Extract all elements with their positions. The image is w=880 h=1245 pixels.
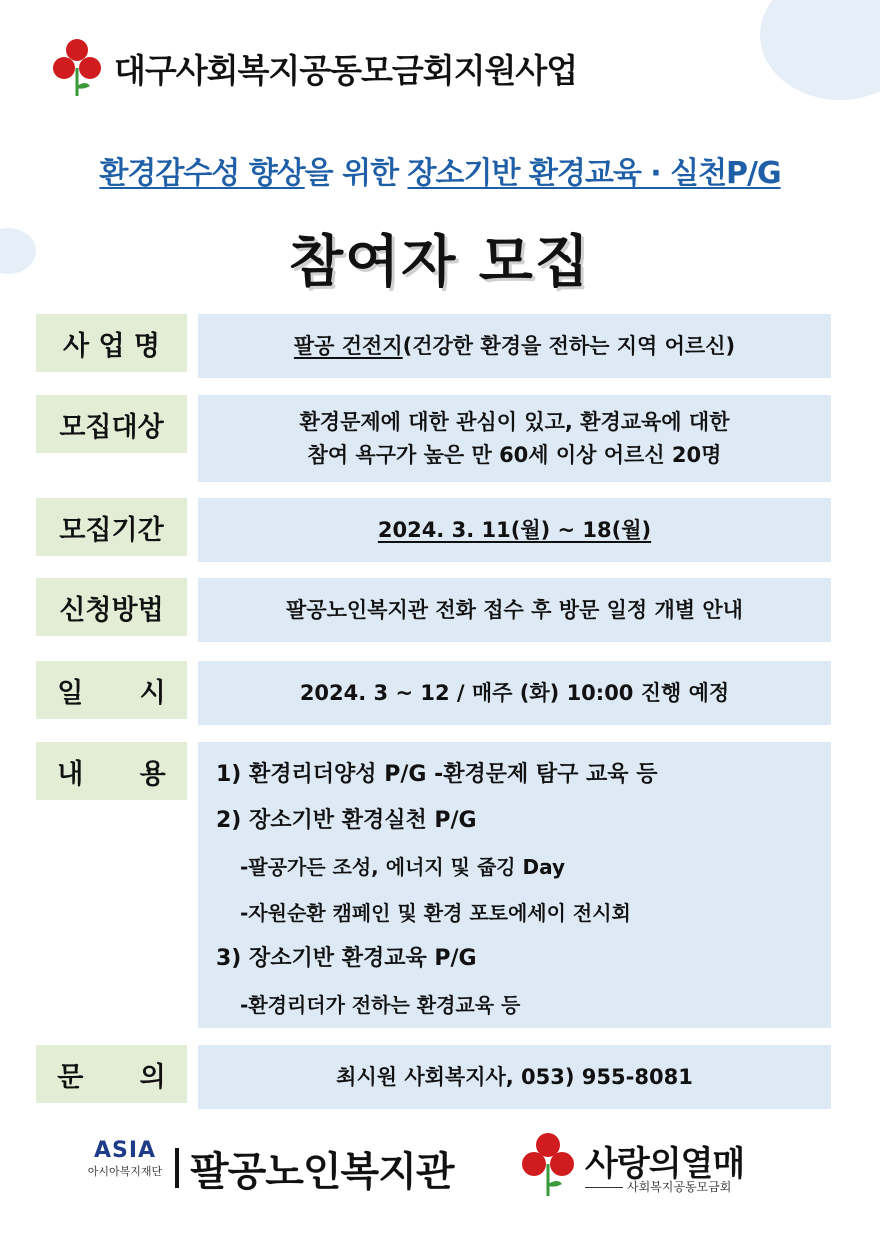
- label-period: 모집기간: [36, 498, 187, 556]
- cloud-decoration-top-right: [760, 0, 880, 100]
- content-item: 2) 장소기반 환경실천 P/G: [216, 808, 477, 833]
- label-schedule: 일 시: [36, 661, 187, 719]
- value-schedule: 2024. 3 ~ 12 / 매주 (화) 10:00 진행 예정: [198, 661, 831, 725]
- center-name: 팔공노인복지관: [190, 1149, 454, 1195]
- label-project: 사 업 명: [36, 314, 187, 372]
- fruit-logo-sub: 사회복지공동모금회: [585, 1178, 731, 1195]
- value-method: 팔공노인복지관 전화 접수 후 방문 일정 개별 안내: [198, 578, 831, 642]
- fruit-logo-icon: [50, 38, 104, 98]
- content-subitem: -팔공가든 조성, 에너지 및 줍깅 Day: [240, 855, 566, 879]
- subtitle-part3: 장소기반 환경교육 · 실천P/G: [407, 156, 781, 191]
- asia-foundation-name: 아시아복지재단: [87, 1165, 163, 1178]
- label-content: 내 용: [36, 742, 187, 800]
- value-target: [198, 395, 831, 482]
- asia-mark: ASIA: [93, 1138, 157, 1163]
- fruit-logo-icon: [520, 1132, 576, 1198]
- content-subitem: -환경리더가 전하는 환경교육 등: [240, 993, 521, 1017]
- project-desc: (건강한 환경을 전하는 지역 어르신): [402, 333, 736, 358]
- row-contact: [36, 1045, 831, 1109]
- value-period: [198, 498, 831, 562]
- subtitle-part1: 환경감수성 향상: [99, 156, 305, 191]
- row-period: [36, 498, 831, 562]
- header-org-name: 대구사회복지공동모금회지원사업: [114, 50, 578, 90]
- label-target: 모집대상: [36, 395, 187, 453]
- row-content: [36, 742, 831, 1028]
- value-contact: 최시원 사회복지사, 053) 955-8081: [198, 1045, 831, 1109]
- subtitle: [0, 148, 880, 192]
- target-line1: 환경문제에 대한 관심이 있고, 환경교육에 대한: [299, 409, 730, 434]
- fruit-logo-title: 사랑의열매: [585, 1144, 745, 1184]
- row-method: [36, 578, 831, 642]
- content-subitem: -자원순환 캠페인 및 환경 포토에세이 전시회: [240, 901, 631, 925]
- label-contact: 문 의: [36, 1045, 187, 1103]
- value-project: [198, 314, 831, 378]
- content-item: 3) 장소기반 환경교육 P/G: [216, 946, 477, 971]
- row-target: [36, 395, 831, 482]
- asia-logo: [80, 1138, 170, 1179]
- subtitle-part2: 을 위한: [304, 156, 408, 191]
- label-method: 신청방법: [36, 578, 187, 636]
- target-line2: 참여 욕구가 높은 만 60세 이상 어르신 20명: [307, 442, 722, 467]
- row-project: [36, 314, 831, 378]
- header: [50, 38, 577, 98]
- period-value: 2024. 3. 11(월) ~ 18(월): [377, 517, 652, 542]
- footer: [0, 1130, 880, 1200]
- content-item: 1) 환경리더양성 P/G -환경문제 탐구 교육 등: [216, 762, 658, 787]
- project-name: 팔공 건전지: [293, 333, 403, 358]
- footer-divider: [175, 1148, 179, 1188]
- value-content: [198, 742, 831, 1028]
- page-title: 참여자 모집: [289, 230, 591, 295]
- row-schedule: [36, 661, 831, 725]
